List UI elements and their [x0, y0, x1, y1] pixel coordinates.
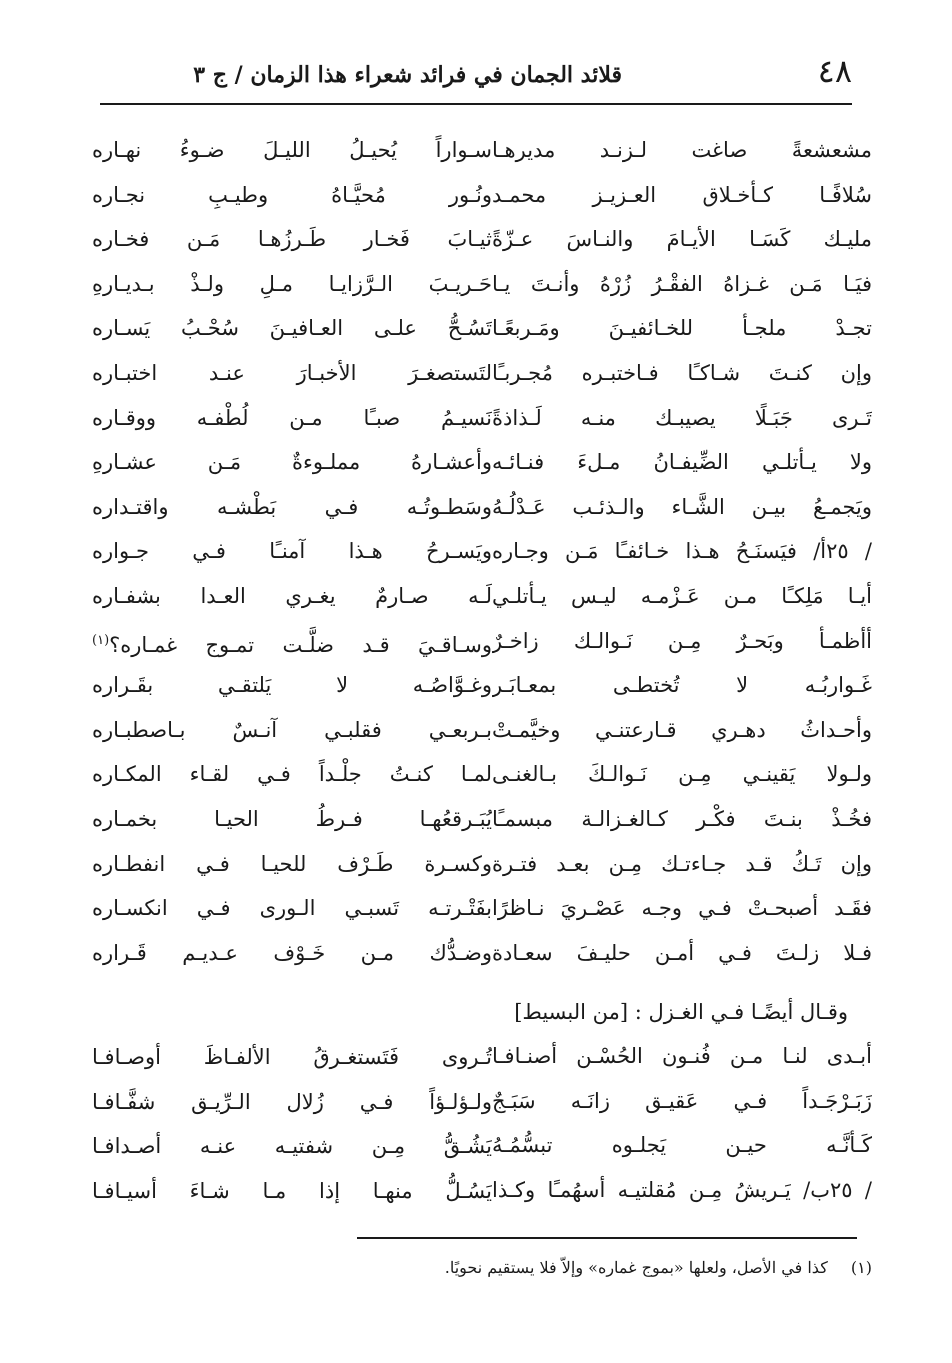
right-verse-column	[492, 128, 872, 975]
verse-line: ولـولا يَقينـي مِـن نَـوالـكَ بـالغنـى	[492, 762, 872, 787]
verse-line: ونُـور مُحيَّـاهُ وطيـبِ نجـاره	[92, 182, 492, 207]
footnote-number: (١)	[850, 1258, 872, 1277]
verse-line: مليـك كَسَـا الأيـامَ والنـاسَ عـزّةً	[492, 227, 872, 252]
verse-line: حَـريـبَ الـرَّزايـا مـلِ ولـذْ بـديـارهِ	[92, 271, 492, 296]
verse-line: فيَـا مَـن غـزاهُ الفقْـرُ زُرْهُ وأنـتَ يـا	[492, 271, 872, 296]
verse-line: يُبَـرقعُهـا فـرطُ الحيـا بخمـاره	[92, 806, 492, 831]
verse-line: فقَـد أصبحـتْ فـي وجـه عَصْـريَ نـاظرًا	[492, 896, 872, 921]
verse-line: وسَطـوتُـه فـي بَطْشـه واقتـداره	[92, 494, 492, 519]
verse-line: بفَتْـرتـه تَسبـي الـورى فـي انكسـاره	[92, 896, 492, 921]
verse-line: وكسـرة طَـرْف للحيـا فـي انفطـاره	[92, 851, 492, 876]
verse-line: سـواراً يُحيـلُ الليـلَ ضـوءُ نهـاره	[92, 138, 492, 162]
verse-line: تَـرى جَبَـلًا يصيبـك منـه لَـذاذةً	[492, 405, 872, 430]
footnote-rule	[357, 1237, 857, 1239]
verse-line: كَـأنَّـه حيـن يَجلـوه تبسُّمُـهُ	[492, 1133, 872, 1158]
page-number: ٤٨	[817, 52, 852, 90]
verse-line: لمـا كنـتُ جلْـداً فـي لقـاء المكـاره	[92, 762, 492, 787]
verse-line: مشعشعةً صاغت لـزنـد مديرهـا	[492, 138, 872, 162]
verse-line: لَـه صـارمٌ يغـري العـدا بشفـاره	[92, 583, 492, 608]
verse-line: تَسُـحُّ علـى العـافيـنَ سُحْـبُ يَسـاره	[92, 316, 492, 341]
verse-line: ثيـابَ فَخـار طَـرزُهـا مَـن فخـاره	[92, 227, 492, 252]
verse-line: وأعشـارهُ مملـوءةٌ مَـن عشـارهِ	[92, 450, 492, 475]
verse-line: لتَستصغـرَ الأخبـارَ عنـد اختبـاره	[92, 360, 492, 385]
right-verse-column-second-poem	[492, 990, 872, 1212]
verse-line: غَـواربُـه لا تُختطـى بمعـابَـر	[492, 673, 872, 698]
verse-line: وضـدُّك مـن خَـوْف عـديـم قَـراره	[92, 940, 492, 965]
verse-line: يَسُـلُّ منهـا إذا مـا شـاءَ أسيـافـا	[92, 1178, 492, 1203]
verse-text: وسـاقـيَ قـد ضلَّـت تمـوج غمـاره؟	[109, 632, 492, 657]
verse-line: أبـدى لنـا مـن فُنـون الحُسْـن أصنـافـا	[492, 1044, 872, 1068]
section-heading: وقـال أيضًـا فـي الغـزل : [من البسيط]	[514, 1000, 848, 1024]
verse-line: ولا يـأتلـي الضِّيفـانُ مـلءَ فنـائـه	[492, 450, 872, 475]
verse-line: تجـدْ ملجـأ للخـائفيـنَ ومَـربعًـا	[492, 316, 872, 341]
header-rule	[100, 103, 852, 105]
footnote	[152, 1258, 872, 1277]
verse-line: أيـا مَلِكـًا مـن عَـزْمـه ليـس يـأتلـي	[492, 583, 872, 608]
footnote-marker: (١)	[92, 632, 110, 648]
verse-line: / ٢٥أ/ فيَسنَـحُ هـذا خـائفـًا مَـن وجـاره	[492, 539, 872, 564]
verse-line: / ٢٥ب/ يَـريشُ مِـن مُقلتيـه أسهُمـًا وكـذا	[492, 1177, 872, 1202]
verse-line: أأظمـأ وبَحـرٌ مِـن نَـوالـك زاخـرٌ	[492, 628, 872, 653]
verse-line: سُلافًـا كـأخـلاق العـزيـز محمـد	[492, 182, 872, 207]
verse-line: بـربعـي فقلبـي آنـسٌ بـاصطبـاره	[92, 717, 492, 742]
verse-line: وأحـداثُ دهـري قـارعتنـي وخيَّمـتْ	[492, 717, 872, 742]
verse-line: فـلا زلـتَ فـي أمـن حليـفَ سعـادة	[492, 940, 872, 965]
verse-line	[92, 619, 492, 664]
verse-line: فخُـذْ بنـتَ فكْـر كـالغـزالـة مبسمـًا	[492, 806, 872, 831]
left-verse-column-second-poem	[92, 1035, 492, 1213]
verse-line: وغـوَّاصُـه لا يَلتقـي بقَـراره	[92, 673, 492, 698]
running-head: قلائد الجمان في فرائد شعراء هذا الزمان / ج ٣	[193, 62, 622, 88]
verse-line: زَبَـرْجَـداً فـي عَقيـق زانَـه سَبَـجٌ	[492, 1088, 872, 1113]
footnote-text: كذا في الأصل، ولعلها «بموج غماره» وإلاّ فلا يستقيم نحويًا.	[444, 1258, 828, 1277]
verse-line: ويَسـرحُ هـذا آمنـًا فـي جـواره	[92, 539, 492, 564]
verse-line: تُـروى فَتَستغـرقُ الألفـاظَ أوصـافـا	[92, 1045, 492, 1069]
verse-line: نَسيـمُ صبـًا مـن لُطْفـه ووقـاره	[92, 405, 492, 430]
verse-line: ولـؤلـؤاً فـي زُلال الـرِّيـق شفَّـافـا	[92, 1089, 492, 1114]
verse-line: وإن تَـكُ قـد جـاءتـك مِـن بعـد فتـرة	[492, 851, 872, 876]
verse-line: يَشُـقُّ مِـن شفتيـه عنـه أصـدافـا	[92, 1134, 492, 1159]
verse-line: وإن كنـتَ شـاكـًا فـاختبـره مُجـربـًا	[492, 360, 872, 385]
verse-line: ويَجمـعُ بيـن الشَّـاء والـذئـب عَـدْلُـهُ	[492, 494, 872, 519]
left-verse-column	[92, 128, 492, 975]
